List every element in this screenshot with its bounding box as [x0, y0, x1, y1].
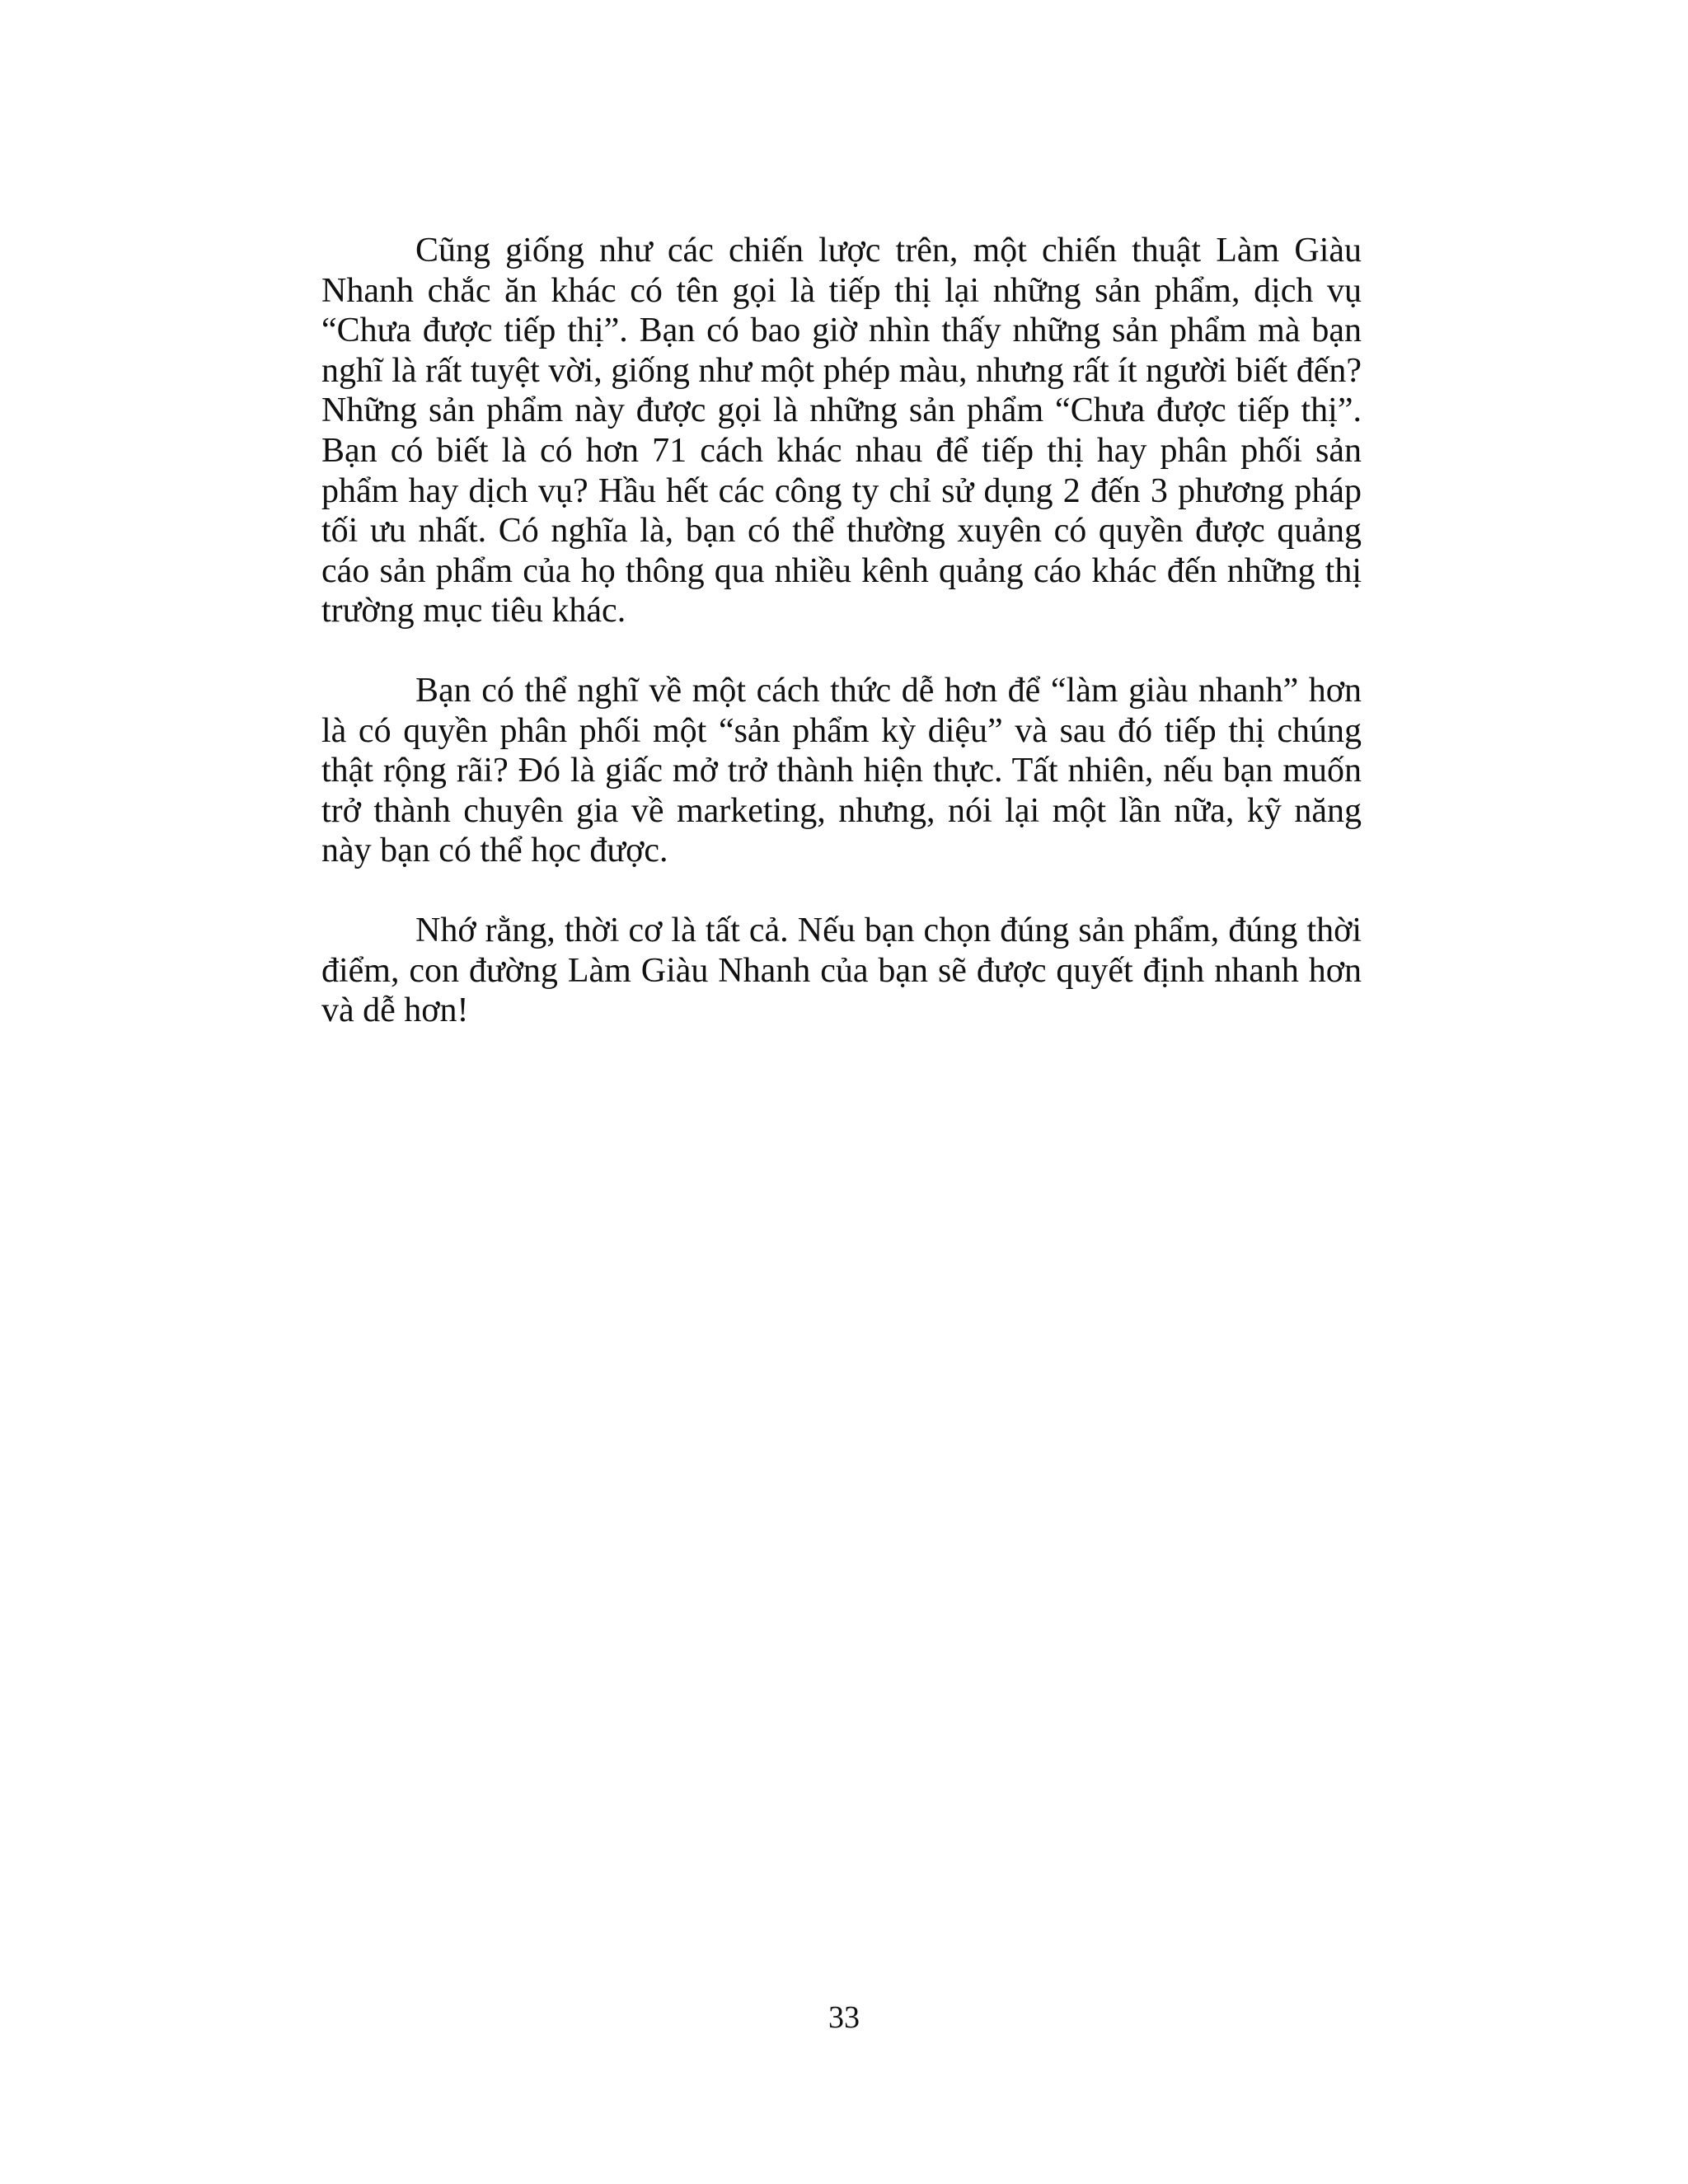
paragraph-3: Nhớ rằng, thời cơ là tất cả. Nếu bạn chọn đúng sản phẩm, đúng thời điểm, con đường Làm Giàu Nhanh của bạn sẽ được quyết định nhanh hơn và dễ hơn! — [321, 911, 1362, 1030]
paragraph-2: Bạn có thể nghĩ về một cách thức dễ hơn để “làm giàu nhanh” hơn là có quyền phân phối một “sản phẩm kỳ diệu” và sau đó tiếp thị chúng thật rộng rãi? Đó là giấc mở trở thành hiện thực. Tất nhiên, nếu bạn muốn trở thành chuyên gia về marketing, nhưng, nói lại một lần nữa, kỹ năng này bạn có thể học được. — [321, 671, 1362, 870]
page-number: 33 — [828, 2000, 860, 2035]
body-text — [321, 231, 1362, 1071]
paragraph-1: Cũng giống như các chiến lược trên, một chiến thuật Làm Giàu Nhanh chắc ăn khác có tên gọi là tiếp thị lại những sản phẩm, dịch vụ “Chưa được tiếp thị”. Bạn có bao giờ nhìn thấy những sản phẩm mà bạn nghĩ là rất tuyệt vời, giống như một phép màu, nhưng rất ít người biết đến? Những sản phẩm này được gọi là những sản phẩm “Chưa được tiếp thị”. Bạn có biết là có hơn 71 cách khác nhau để tiếp thị hay phân phối sản phẩm hay dịch vụ? Hầu hết các công ty chỉ sử dụng 2 đến 3 phương pháp tối ưu nhất. Có nghĩa là, bạn có thể thường xuyên có quyền được quảng cáo sản phẩm của họ thông qua nhiều kênh quảng cáo khác đến những thị trường mục tiêu khác. — [321, 232, 1362, 630]
